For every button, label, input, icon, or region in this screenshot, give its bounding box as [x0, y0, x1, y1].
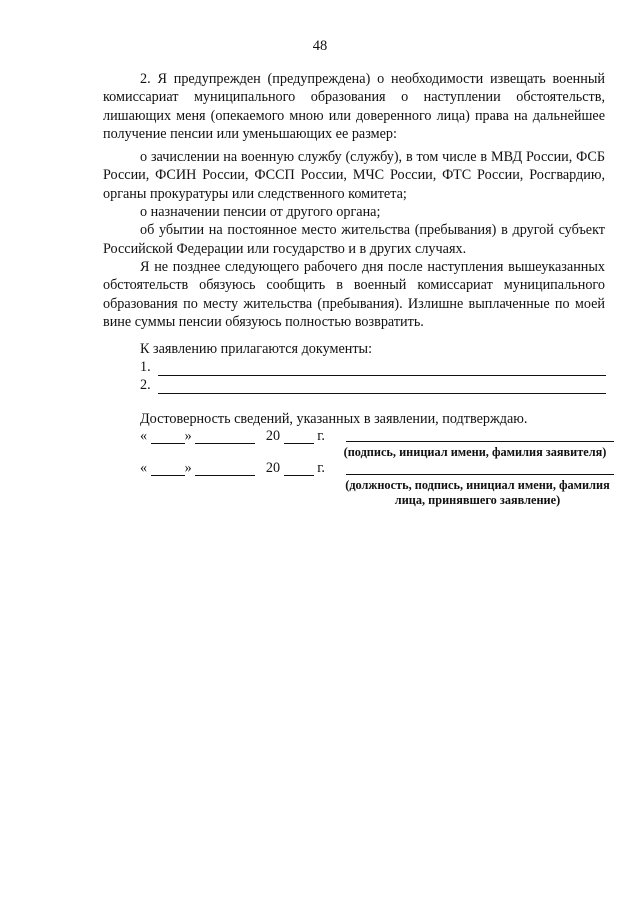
year-prefix: 20	[265, 460, 281, 476]
receiver-caption-line1: (должность, подпись, инициал имени, фамилия	[345, 478, 610, 492]
attachment-blank-line[interactable]	[158, 379, 606, 394]
applicant-caption: (подпись, инициал имени, фамилия заявителя)	[343, 445, 607, 459]
applicant-date-row	[140, 428, 325, 444]
year-suffix: г.	[317, 460, 325, 476]
open-quote: «	[140, 428, 148, 444]
attachments-section	[140, 340, 606, 394]
close-quote: »	[184, 460, 192, 476]
paragraph-warning: 2. Я предупрежден (предупреждена) о необходимости извещать военный комиссариат муниципального образования о наступлении обстоятельств, лишающих меня (опекаемого мною или доверенного лица) права на дальнейшее получение пенсии или уменьшающих ее размер:	[103, 71, 605, 142]
confirmation-text: Достоверность сведений, указанных в заявлении, подтверждаю.	[140, 411, 528, 427]
attachment-row	[140, 376, 606, 394]
attachment-number: 1.	[140, 359, 151, 375]
year-blank[interactable]	[284, 429, 314, 444]
receiver-caption	[335, 478, 620, 508]
receiver-signature-line[interactable]	[346, 474, 614, 475]
paragraph-military-service: о зачислении на военную службу (службу), в том числе в МВД России, ФСБ России, ФСИН России, ФССП России, МЧС России, ФТС России, Росгвардию, органы прокуратуры или следственного комитета;	[103, 149, 605, 202]
applicant-signature-line[interactable]	[346, 441, 614, 442]
month-blank[interactable]	[195, 429, 255, 444]
attachment-row	[140, 358, 606, 376]
page-number: 48	[312, 38, 328, 54]
close-quote: »	[184, 428, 192, 444]
paragraph-relocation: об убытии на постоянное место жительства (пребывания) в другой субъект Российской Федерации или государство и в других случаях.	[103, 222, 605, 257]
attachment-blank-line[interactable]	[158, 361, 606, 376]
receiver-date-row	[140, 460, 325, 476]
notice-text	[103, 70, 605, 331]
attachment-number: 2.	[140, 377, 151, 393]
open-quote: «	[140, 460, 148, 476]
year-prefix: 20	[265, 428, 281, 444]
month-blank[interactable]	[195, 461, 255, 476]
day-blank[interactable]	[151, 429, 185, 444]
attachments-heading: К заявлению прилагаются документы:	[140, 341, 373, 357]
day-blank[interactable]	[151, 461, 185, 476]
receiver-caption-line2: лица, принявшего заявление)	[394, 493, 561, 507]
year-suffix: г.	[317, 428, 325, 444]
paragraph-other-pension: о назначении пенсии от другого органа;	[140, 204, 381, 221]
paragraph-obligation: Я не позднее следующего рабочего дня после наступления вышеуказанных обстоятельств обязуюсь сообщить в военный комиссариат муниципального образования по месту жительства (пребывания). Излишне выплаченные по моей вине суммы пенсии обязуюсь полностью возвратить.	[103, 258, 605, 330]
year-blank[interactable]	[284, 461, 314, 476]
